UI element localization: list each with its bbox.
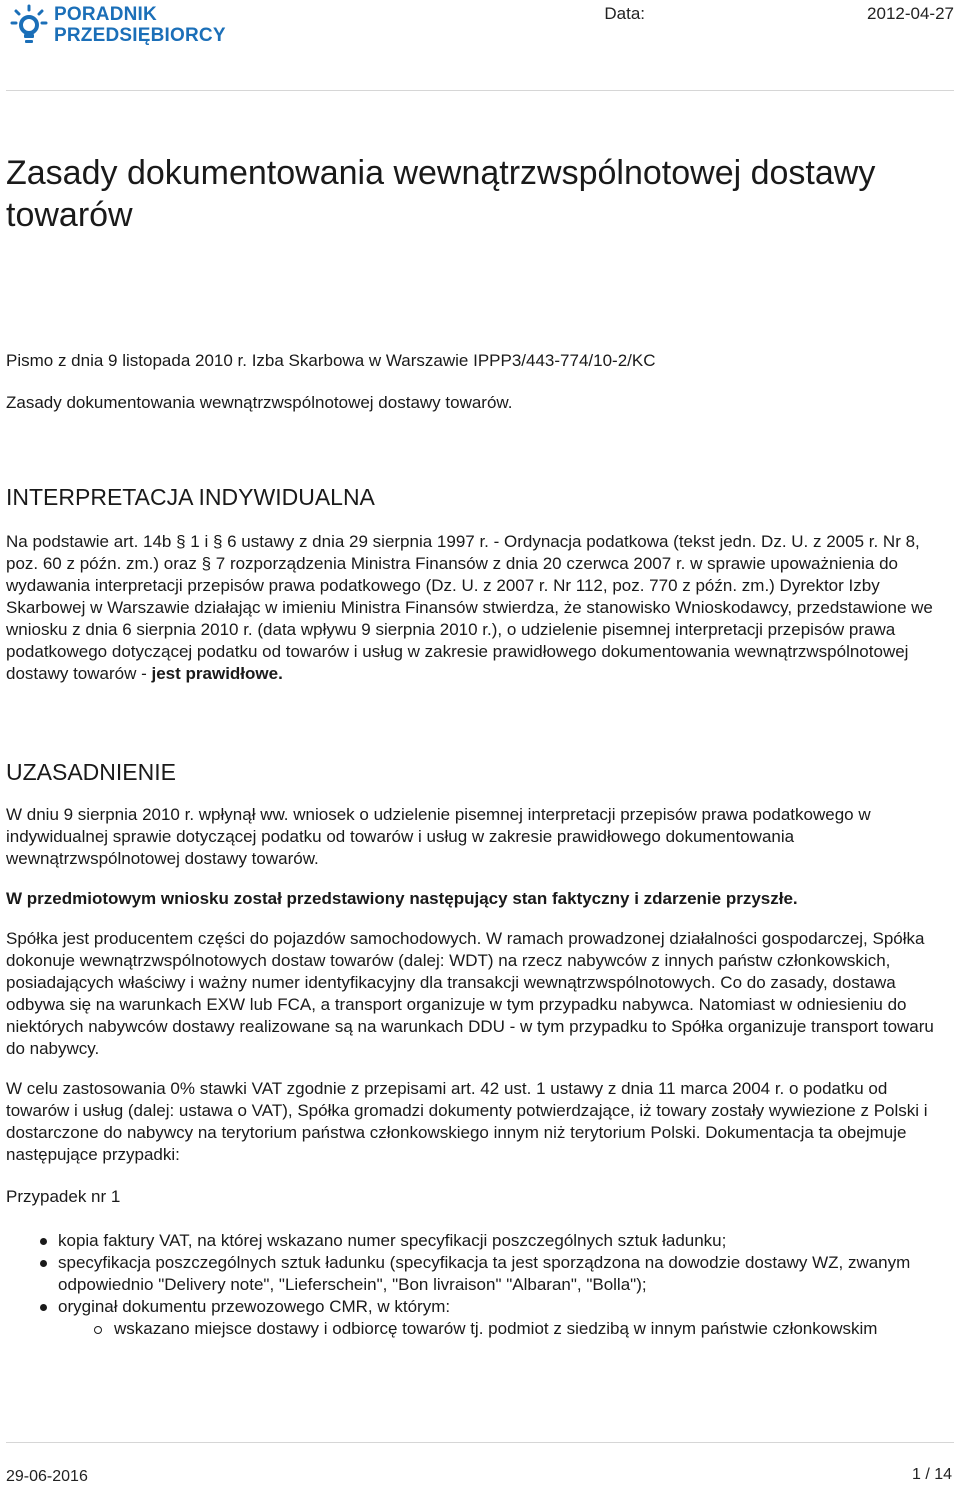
sub-list: [58, 1318, 954, 1340]
date-label: Data:: [604, 4, 645, 23]
logo-line-1: PORADNIK: [54, 4, 157, 25]
logo[interactable]: [10, 4, 226, 48]
footer-divider: [6, 1442, 954, 1443]
footer-date: 29-06-2016: [6, 1468, 88, 1485]
sub-list-item: wskazano miejsce dostawy i odbiorcę towarów tj. podmiot z siedzibą w innym państwie członkowskim: [114, 1318, 954, 1340]
interpretation-heading: INTERPRETACJA INDYWIDUALNA: [6, 484, 375, 510]
page-number: 1 / 14: [911, 1466, 952, 1483]
date-value: 2012-04-27: [867, 4, 954, 23]
lightbulb-icon: [10, 4, 48, 48]
list-item: kopia faktury VAT, na której wskazano numer specyfikacji poszczególnych sztuk ładunku;: [58, 1230, 954, 1252]
justification-heading: UZASADNIENIE: [6, 759, 176, 785]
page-header: [0, 0, 960, 92]
interpretation-verdict: jest prawidłowe.: [151, 664, 283, 683]
article: [6, 152, 954, 1340]
logo-line-2: PRZEDSIĘBIORCY: [54, 25, 226, 46]
justification-paragraph-2: Spółka jest producentem części do pojazdów samochodowych. W ramach prowadzonej działalności gospodarczej, Spółka dokonuje wewnątrzwspólnotowych dostaw towarów (dalej: WDT) na rzecz nabywców z innych państw członkowskich, posiadających właściwy i ważny numer identyfikacyjny dla transakcji wewnątrzwspólnotowych. Co do zasady, dostawa odbywa się na warunkach EXW lub FCA, a transport organizuje w tym przypadku nabywca. Natomiast w odniesieniu do niektórych nabywców dostawy realizowane są na warunkach DDU - w tym przypadku to Spółka organizuje transport towaru do nabywcy.: [6, 929, 934, 1058]
justification-paragraph-1: W dniu 9 sierpnia 2010 r. wpłynął ww. wniosek o udzielenie pisemnej interpretacji przepisów prawa podatkowego w indywidualnej sprawie dotyczącej podatku od towarów i usług w zakresie prawidłowego dokumentowania wewnątrzwspólnotowej dostawy towarów.: [6, 805, 871, 868]
list-item: [58, 1296, 954, 1340]
facts-statement: W przedmiotowym wniosku został przedstawiony następujący stan faktyczny i zdarzenie przyszłe.: [6, 889, 798, 908]
header-divider: [6, 90, 954, 91]
list-item-text: oryginał dokumentu przewozowego CMR, w którym:: [58, 1297, 451, 1316]
interpretation-text: [6, 531, 954, 685]
case-label: Przypadek nr 1: [6, 1187, 121, 1206]
article-meta: Pismo z dnia 9 listopada 2010 r. Izba Skarbowa w Warszawie IPPP3/443-774/10-2/KC: [6, 351, 656, 370]
article-subtitle: Zasady dokumentowania wewnątrzwspólnotowej dostawy towarów.: [6, 393, 513, 412]
document-list: [6, 1230, 954, 1340]
interpretation-body: Na podstawie art. 14b § 1 i § 6 ustawy z dnia 29 sierpnia 1997 r. - Ordynacja podatkowa (tekst jedn. Dz. U. z 2005 r. Nr 8, poz. 60 z późn. zm.) oraz § 7 rozporządzenia Ministra Finansów z dnia 20 czerwca 2007 r. w sprawie upoważnienia do wydawania interpretacji przepisów prawa podatkowego (Dz. U. z 2007 r. Nr 112, poz. 770 z późn. zm.) Dyrektor Izby Skarbowej w Warszawie działając w imieniu Ministra Finansów stwierdza, że stanowisko Wnioskodawcy, przedstawione we wniosku z dnia 6 sierpnia 2010 r. (data wpływu 9 sierpnia 2010 r.), o udzielenie pisemnej interpretacji przepisów prawa podatkowego dotyczącej podatku od towarów i usług w zakresie prawidłowego dokumentowania wewnątrzwspólnotowej dostawy towarów -: [6, 532, 933, 683]
list-item: specyfikacja poszczególnych sztuk ładunku (specyfikacja ta jest sporządzona na dowodzie dostawy WZ, zwanym odpowiednio "Delivery note", "Lieferschein", "Bon livraison" "Albaran", "Bolla");: [58, 1252, 954, 1296]
article-title: Zasady dokumentowania wewnątrzwspólnotowej dostawy towarów: [6, 154, 876, 234]
logo-text: [54, 4, 226, 46]
justification-paragraph-3: W celu zastosowania 0% stawki VAT zgodnie z przepisami art. 42 ust. 1 ustawy z dnia 11 marca 2004 r. o podatku od towarów i usług (dalej: ustawa o VAT), Spółka gromadzi dokumenty potwierdzające, iż towary zostały wywiezione z Polski i dostarczone do nabywcy na terytorium państwa członkowskiego innym niż terytorium Polski. Dokumentacja ta obejmuje następujące przypadki:: [6, 1079, 928, 1164]
